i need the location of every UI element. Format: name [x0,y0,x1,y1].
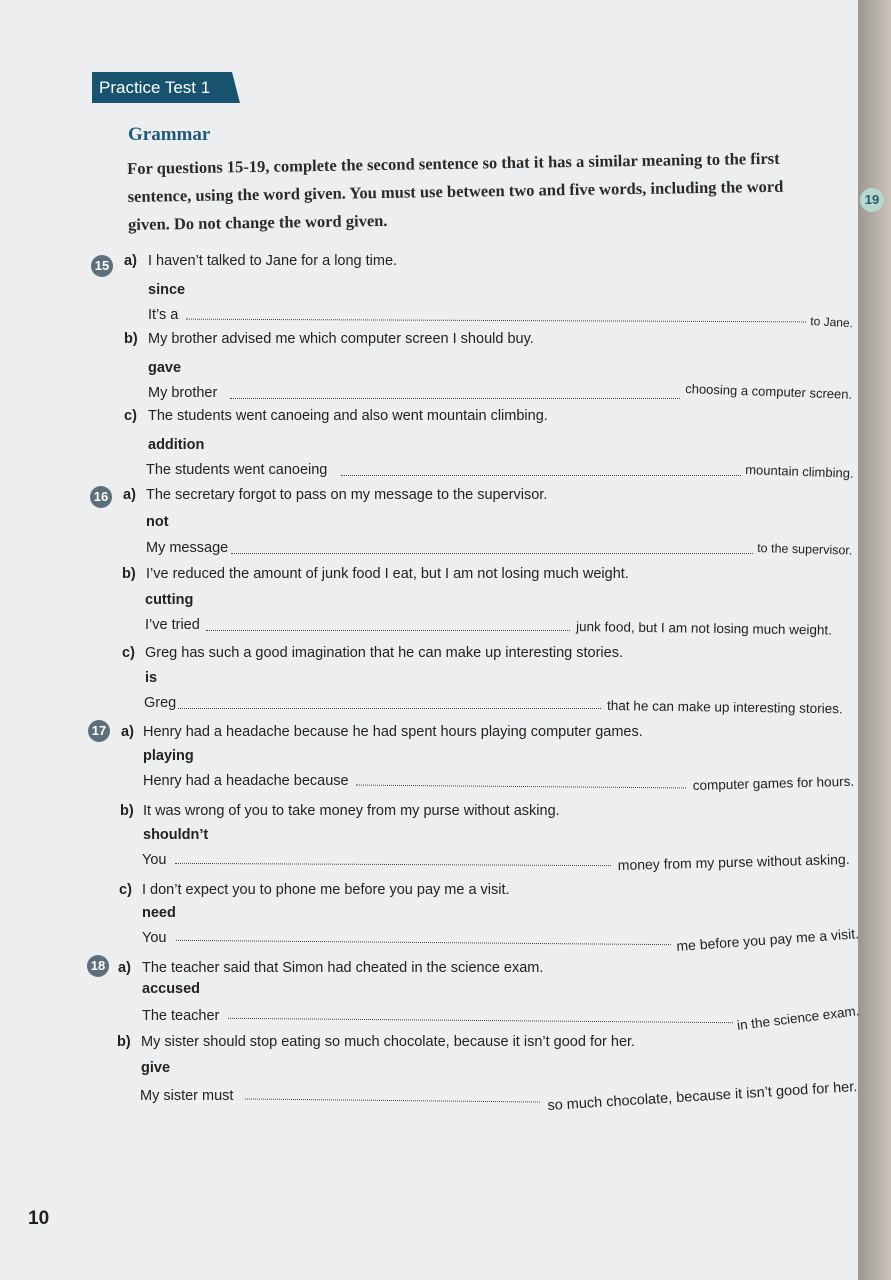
original-sentence: I haven’t talked to Jane for a long time. [148,253,398,269]
question-number-18: 18 [87,955,109,977]
key-word: accused [142,981,201,997]
answer-line[interactable] [178,708,601,709]
test-badge: Practice Test 1 [92,72,232,103]
part-letter: c) [119,882,132,898]
sentence-start: Henry had a headache because [143,773,349,789]
sentence-end: money from my purse without asking. [617,850,850,873]
part-letter: b) [117,1034,131,1050]
sentence-end: in the science exam. [736,1003,861,1033]
part-letter: b) [120,803,134,819]
original-sentence: Greg has such a good imagination that he can make up interesting stories. [145,645,623,661]
sentence-start: You [142,852,167,868]
part-letter: c) [122,645,135,661]
key-word: not [146,514,169,530]
sentence-end: so much chocolate, because it isn’t good for her. [547,1079,858,1114]
part-letter: a) [118,960,131,976]
part-letter: b) [122,566,136,582]
answer-line[interactable] [206,630,570,631]
page-number: 10 [28,1208,50,1229]
question-number-16: 16 [90,486,112,508]
question-number-15: 15 [91,255,113,277]
sentence-end: that he can make up interesting stories. [607,698,843,717]
key-word: need [142,905,176,921]
original-sentence: My brother advised me which computer screen I should buy. [148,331,534,347]
key-word: cutting [145,592,194,608]
sentence-start: You [142,930,167,946]
section-title: Grammar [128,124,211,145]
original-sentence: Henry had a headache because he had spent hours playing computer games. [143,724,643,740]
original-sentence: I don’t expect you to phone me before you pay me a visit. [142,882,510,898]
sentence-end: to Jane. [810,314,854,331]
sentence-end: choosing a computer screen. [685,381,853,402]
original-sentence: The teacher said that Simon had cheated in the science exam. [142,960,544,976]
key-word: addition [148,437,205,453]
question-number-17: 17 [88,720,110,742]
sentence-end: junk food, but I am not losing much weight. [576,619,833,638]
sentence-start: The students went canoeing [146,462,328,478]
sentence-start: Greg [144,695,177,711]
answer-line[interactable] [230,398,680,399]
original-sentence: The secretary forgot to pass on my message to the supervisor. [146,487,548,503]
answer-line[interactable] [341,475,741,476]
sentence-start: My message [146,540,229,556]
sentence-end: to the supervisor. [757,541,853,558]
key-word: playing [143,748,194,764]
part-letter: a) [124,253,137,269]
instructions: For questions 15-19, complete the second sentence so that it has a similar meaning to the first sentence, using the word given. You must use between two and five words, including the word given. Do not change the word given. [127,148,784,234]
side-question-number: 19 [860,188,884,212]
sentence-start: The teacher [142,1008,220,1024]
sentence-start: My sister must [140,1088,234,1104]
key-word: is [145,670,158,686]
sentence-end: computer games for hours. [692,773,855,793]
key-word: since [148,282,186,298]
sentence-end: me before you pay me a visit. [675,925,860,954]
original-sentence: It was wrong of you to take money from my purse without asking. [143,803,560,819]
original-sentence: My sister should stop eating so much chocolate, because it isn’t good for her. [141,1034,636,1050]
key-word: shouldn’t [143,827,209,843]
part-letter: a) [123,487,136,503]
sentence-start: My brother [148,385,218,401]
sentence-end: mountain climbing. [745,462,854,481]
part-letter: c) [124,408,137,424]
sentence-start: I’ve tried [145,617,200,633]
key-word: give [141,1060,171,1076]
original-sentence: I’ve reduced the amount of junk food I eat, but I am not losing much weight. [146,566,629,582]
original-sentence: The students went canoeing and also went mountain climbing. [148,408,548,424]
sentence-start: It’s a [148,307,179,323]
key-word: gave [148,360,182,376]
part-letter: b) [124,331,138,347]
part-letter: a) [121,724,134,740]
answer-line[interactable] [231,553,753,554]
